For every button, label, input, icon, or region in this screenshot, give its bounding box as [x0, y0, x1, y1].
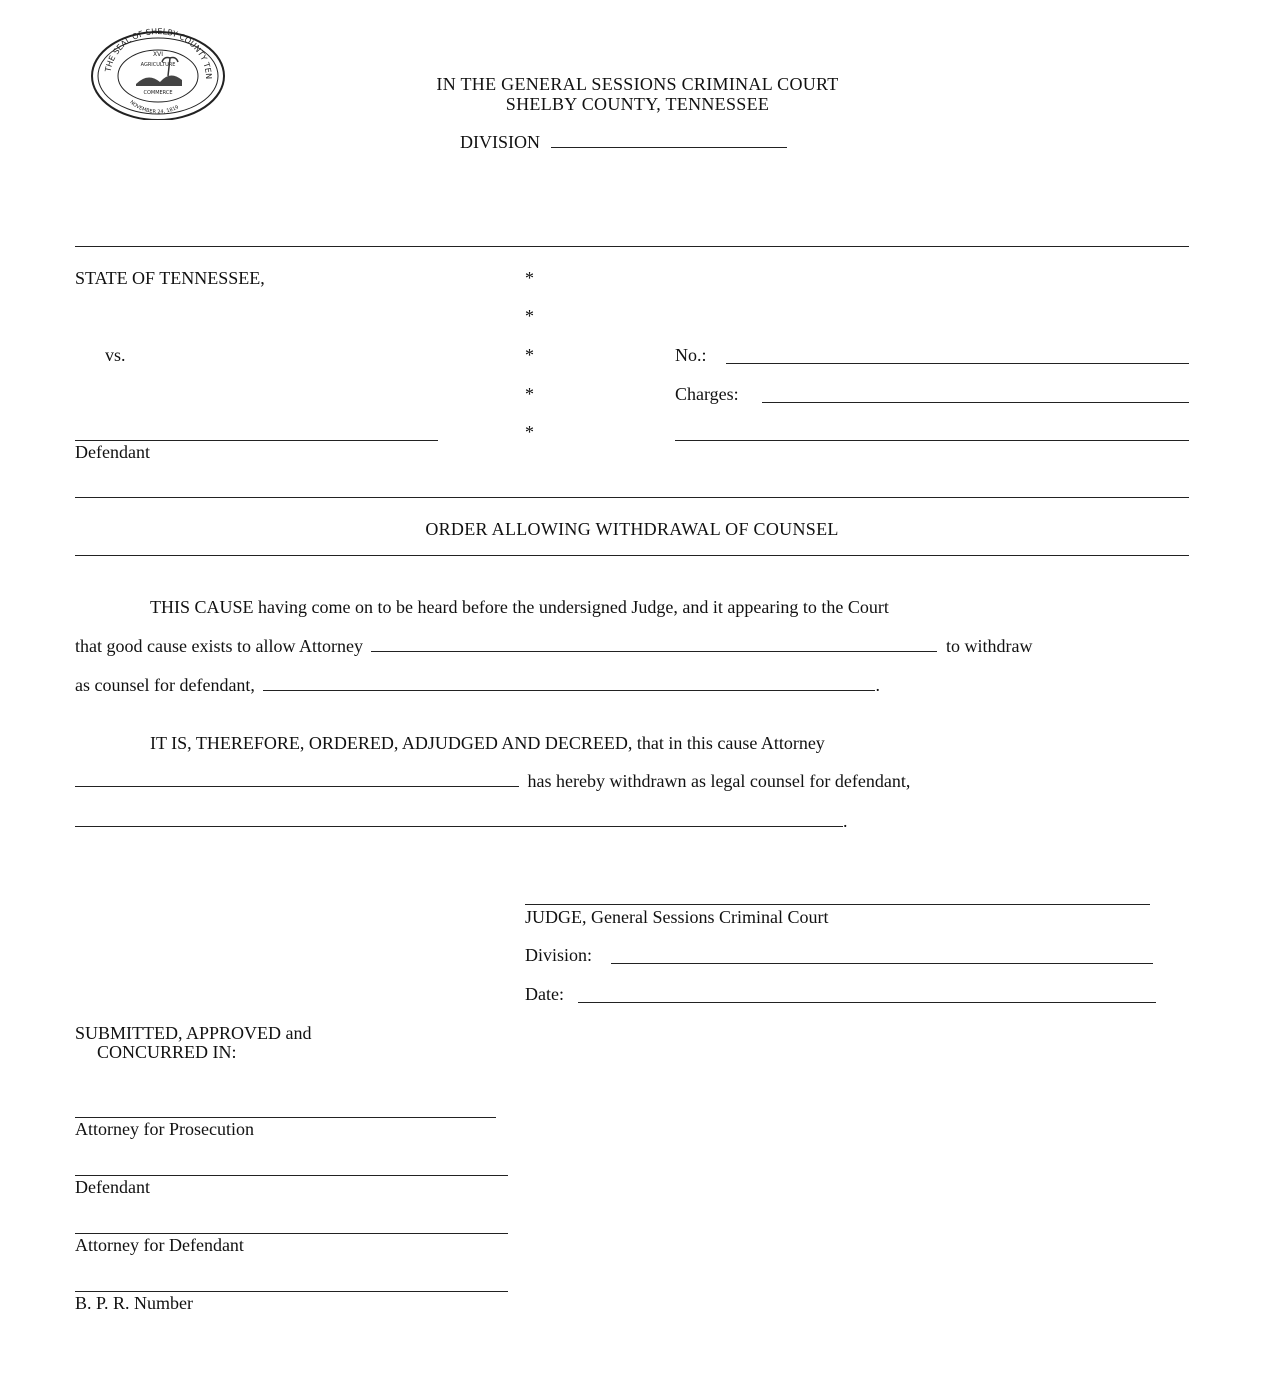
defense-attorney-signature-line[interactable]: [75, 1233, 508, 1234]
paragraph-2-line-3: .: [75, 811, 848, 831]
division-header: [460, 132, 787, 152]
division-label: DIVISION: [460, 132, 540, 152]
bpr-number-line[interactable]: [75, 1291, 508, 1292]
county-name: SHELBY COUNTY, TENNESSEE: [505, 94, 770, 114]
defendant-signature-label: Defendant: [75, 1177, 150, 1197]
paragraph-2-line-1: IT IS, THEREFORE, ORDERED, ADJUDGED AND DECREED, that in this cause Attorney: [150, 733, 825, 753]
seal-outer-text: THE SEAL OF SHELBY COUNTY TEN: [103, 28, 214, 80]
charges-field[interactable]: [762, 402, 1189, 403]
order-title: ORDER ALLOWING WITHDRAWAL OF COUNSEL: [425, 519, 839, 539]
county-seal: [88, 28, 228, 120]
defendant-name-line[interactable]: [75, 440, 438, 441]
judge-division-label: Division:: [525, 945, 593, 965]
approval-heading: SUBMITTED, APPROVED and: [75, 1023, 312, 1043]
seal-bottom-text: NOVEMBER 24, 1819: [128, 99, 180, 116]
defendant-signature-line[interactable]: [75, 1175, 508, 1176]
seal-inner-bottom-text: COMMERCE: [143, 90, 173, 96]
seal-top-text: XVI: [153, 51, 163, 58]
caption-asterisk: *: [525, 268, 534, 288]
defendant-name-field-2[interactable]: [75, 812, 843, 827]
defense-attorney-label: Attorney for Defendant: [75, 1235, 244, 1255]
divider: [75, 555, 1189, 556]
defendant-name-field[interactable]: [263, 676, 875, 691]
charges-field-continued[interactable]: [675, 440, 1189, 441]
case-number-label: No.:: [675, 345, 707, 365]
approval-heading-continued: CONCURRED IN:: [97, 1042, 237, 1062]
paragraph-1-line-3: as counsel for defendant, .: [75, 675, 880, 695]
withdrawn-attorney-field[interactable]: [75, 772, 519, 787]
prosecution-signature-line[interactable]: [75, 1117, 496, 1118]
paragraph-1-line-1: THIS CAUSE having come on to be heard before the undersigned Judge, and it appearing to the Court: [150, 597, 889, 617]
paragraph-2-line-2: has hereby withdrawn as legal counsel for defendant,: [75, 771, 910, 791]
divider: [75, 246, 1189, 247]
attorney-name-field[interactable]: [371, 637, 937, 652]
court-name: IN THE GENERAL SESSIONS CRIMINAL COURT: [436, 74, 839, 94]
prosecution-label: Attorney for Prosecution: [75, 1119, 254, 1139]
caption-asterisk: *: [525, 422, 534, 442]
judge-date-label: Date:: [525, 984, 564, 1004]
seal-inner-top-text: AGRICULTURE: [140, 62, 176, 68]
paragraph-1-line-2: that good cause exists to allow Attorney to withdraw: [75, 636, 1033, 656]
judge-signature-line[interactable]: [525, 904, 1150, 905]
judge-date-field[interactable]: [578, 1002, 1156, 1003]
caption-asterisk: *: [525, 345, 534, 365]
defendant-label: Defendant: [75, 442, 150, 462]
versus-label: vs.: [105, 345, 126, 365]
judge-division-field[interactable]: [611, 963, 1153, 964]
case-number-field[interactable]: [726, 363, 1189, 364]
svg-text:THE SEAL OF SHELBY COUNTY TENN: [88, 28, 213, 79]
judge-label: JUDGE, General Sessions Criminal Court: [525, 907, 829, 927]
caption-asterisk: *: [525, 384, 534, 404]
division-field[interactable]: [551, 133, 787, 148]
state-party: STATE OF TENNESSEE,: [75, 268, 265, 288]
bpr-number-label: B. P. R. Number: [75, 1293, 194, 1313]
caption-asterisk: *: [525, 306, 534, 326]
divider: [75, 497, 1189, 498]
charges-label: Charges:: [675, 384, 739, 404]
